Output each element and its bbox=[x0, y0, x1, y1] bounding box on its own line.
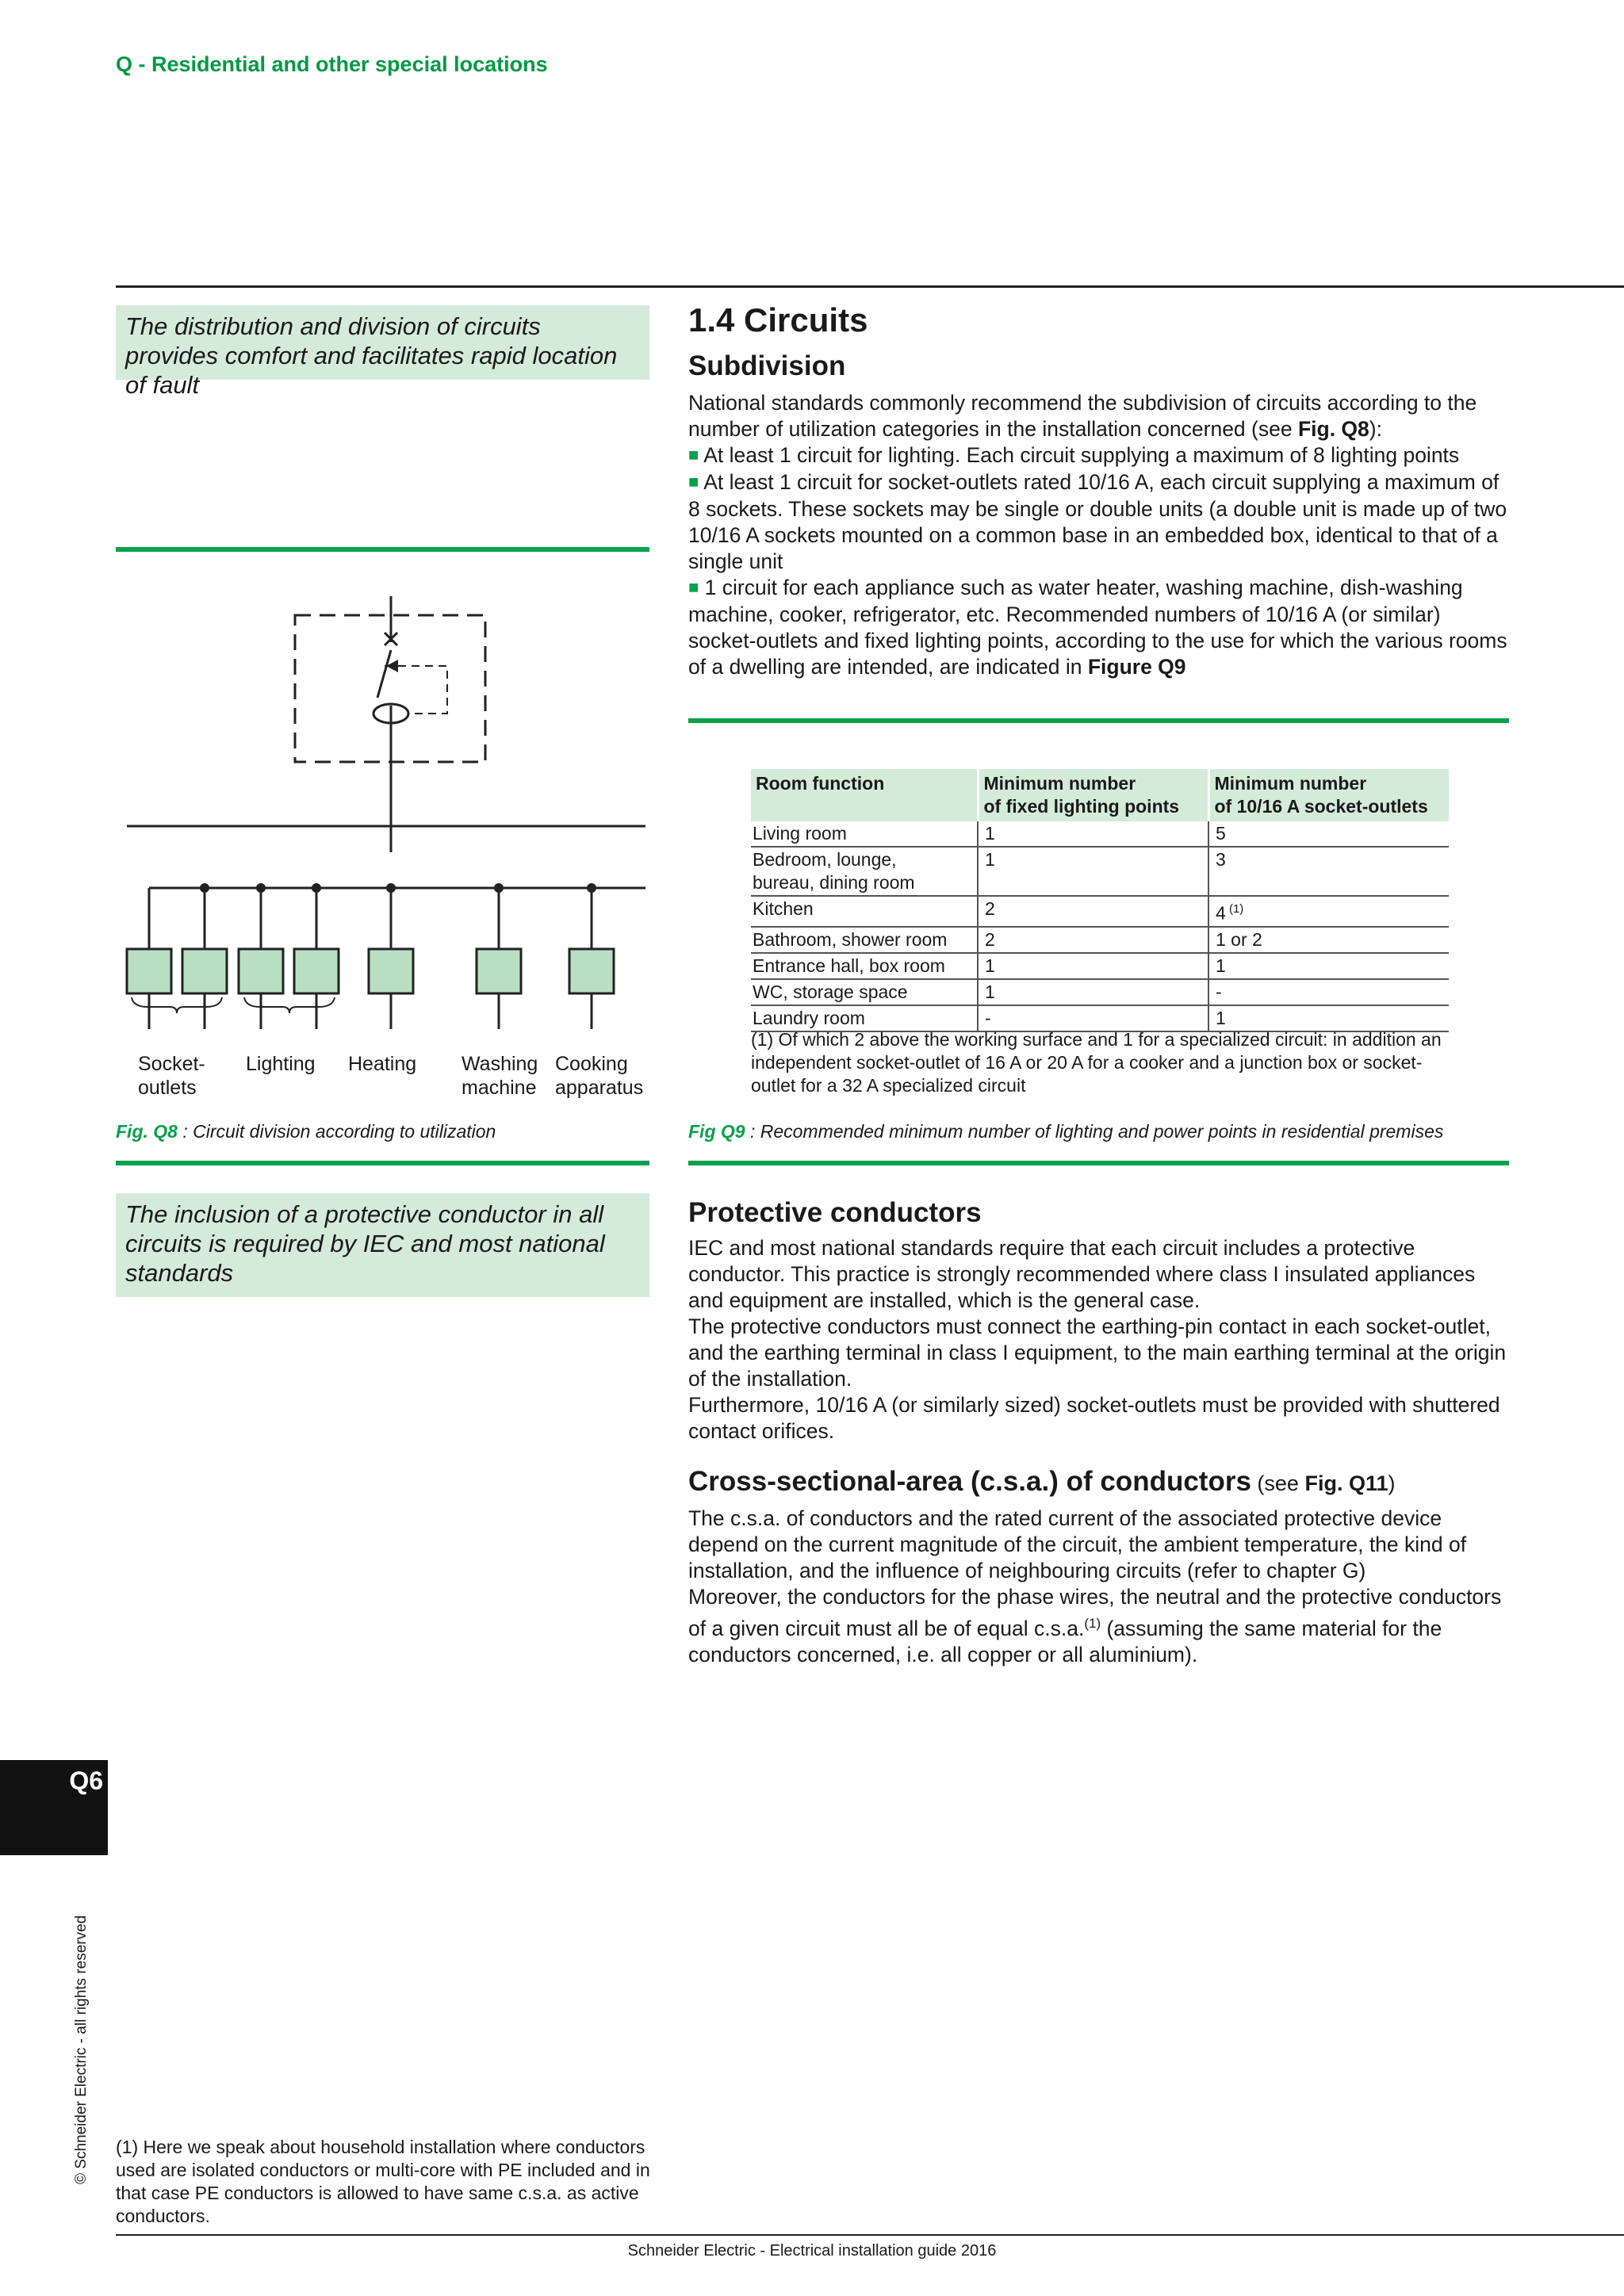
socket-count-cell: 1 bbox=[1208, 953, 1449, 979]
socket-brace bbox=[132, 997, 222, 1013]
table-row bbox=[751, 1005, 1449, 1031]
bullet-sockets: ■ At least 1 circuit for socket-outlets rated 10/16 A, each circuit supplying a maximum of 8 sockets. These sockets may be single or double units (a double unit is made up of two 10/16 A sockets mounted on a common base in an embedded box, identical to that of a single unit bbox=[688, 470, 1507, 573]
room-name-cell: WC, storage space bbox=[751, 979, 978, 1005]
lighting-count-cell: 1 bbox=[978, 953, 1208, 979]
table-row bbox=[751, 896, 1449, 927]
table-row bbox=[751, 847, 1449, 896]
heating-breaker bbox=[369, 949, 413, 993]
socket-count-cell: - bbox=[1208, 979, 1449, 1005]
fig-q9-reference[interactable]: Figure Q9 bbox=[1087, 655, 1186, 679]
lighting-count-cell: 1 bbox=[978, 847, 1208, 896]
washing-breaker bbox=[477, 949, 521, 993]
col-socket-outlets: Minimum number of 10/16 A socket-outlets bbox=[1208, 769, 1449, 821]
socket-count-cell: 1 bbox=[1208, 1005, 1449, 1031]
protective-heading: Protective conductors bbox=[688, 1197, 982, 1228]
socket-count-cell: 3 bbox=[1208, 847, 1449, 896]
green-divider bbox=[688, 718, 1509, 723]
table-footnote: (1) Of which 2 above the working surface and 1 for a specialized circuit: in addition an independent socket-outlet of 16 A or 20 A for a cooker and a junction box or socket-outlet for a 32 A specialized circuit bbox=[751, 1029, 1442, 1096]
protective-body: IEC and most national standards require that each circuit includes a protective conductor. This practice is strongly recommended where class I insulated appliances and equipment are installed, which is the general case. The protective conductors must connect the earthing-pin contact in each socket-outlet, and the earthing terminal in class I equipment, to the main earthing terminal at the origin of the installation. Furthermore, 10/16 A (or similarly sized) socket-outlets must be provided with shuttered contact orifices. bbox=[688, 1236, 1507, 1443]
lighting-breaker-2 bbox=[294, 949, 339, 993]
bottom-divider bbox=[116, 2234, 1624, 2236]
page-tab: Q6 bbox=[0, 1760, 108, 1855]
table-row bbox=[751, 821, 1449, 847]
copyright-notice: © Schneider Electric - all rights reserved bbox=[73, 1915, 90, 2184]
room-points-table bbox=[751, 769, 1449, 1032]
green-divider bbox=[116, 1161, 649, 1165]
kitchen-note-mark: (1) bbox=[1225, 902, 1244, 916]
cooking-breaker bbox=[569, 949, 614, 993]
room-name-cell: Entrance hall, box room bbox=[751, 953, 978, 979]
fig-q8-caption: Fig. Q8 : Circuit division according to utilization bbox=[116, 1121, 496, 1142]
socket-breaker-2 bbox=[182, 949, 227, 993]
section-title: 1.4 Circuits bbox=[688, 301, 868, 339]
bullet-lighting: ■ At least 1 circuit for lighting. Each circuit supplying a maximum of 8 lighting points bbox=[688, 443, 1460, 467]
room-name-cell: Living room bbox=[751, 821, 978, 847]
table-row bbox=[751, 927, 1449, 953]
lighting-count-cell: - bbox=[978, 1005, 1208, 1031]
fig-q11-reference[interactable]: Fig. Q11 bbox=[1304, 1471, 1388, 1495]
table-header-row bbox=[751, 769, 1449, 821]
subdivision-heading: Subdivision bbox=[688, 350, 846, 381]
bullet-square-icon: ■ bbox=[688, 577, 699, 597]
label-lighting: Lighting bbox=[246, 1053, 316, 1075]
page-footer: Schneider Electric - Electrical installation guide 2016 bbox=[627, 2242, 997, 2260]
bullet-square-icon: ■ bbox=[688, 445, 699, 465]
page-footnote: (1) Here we speak about household installation where conductors used are isolated conductors or multi-core with PE included and in that case PE conductors is allowed to have same c.s.a. as active conductors. bbox=[116, 2137, 650, 2226]
circuit-division-diagram bbox=[116, 587, 655, 1110]
green-divider bbox=[688, 1161, 1509, 1165]
top-divider bbox=[116, 285, 1624, 288]
lighting-count-cell: 2 bbox=[978, 927, 1208, 953]
sidebar-note-protective: The inclusion of a protective conductor in all circuits is required by IEC and most national standards bbox=[116, 1193, 649, 1297]
lighting-count-cell: 2 bbox=[978, 896, 1208, 927]
label-cooking-apparatus: Cooking apparatus bbox=[555, 1053, 644, 1099]
room-name-cell: Laundry room bbox=[751, 1005, 978, 1031]
socket-count-cell: 4 $^{(1)}$ bbox=[1208, 896, 1449, 927]
fig-q8-reference[interactable]: Fig. Q8 bbox=[1297, 417, 1369, 441]
col-lighting-points: Minimum number of fixed lighting points bbox=[978, 769, 1208, 821]
table-row bbox=[751, 979, 1449, 1005]
fig-q9-caption: Fig Q9 : Recommended minimum number of lighting and power points in residential premises bbox=[688, 1121, 1444, 1142]
socket-count-cell: 1 or 2 bbox=[1208, 927, 1449, 953]
csa-heading: Cross-sectional-area (c.s.a.) of conductors (see Fig. Q11) bbox=[688, 1466, 1396, 1497]
label-socket-outlets: Socket- outlets bbox=[138, 1053, 205, 1099]
subdivision-intro: National standards commonly recommend the subdivision of circuits according to the number of utilization categories in the installation concerned (see Fig. Q8): bbox=[688, 391, 1477, 441]
label-heating: Heating bbox=[348, 1053, 417, 1075]
socket-count-cell: 5 bbox=[1208, 821, 1449, 847]
label-washing-machine: Washing machine bbox=[462, 1053, 538, 1099]
lighting-count-cell: 1 bbox=[978, 979, 1208, 1005]
bullet-square-icon: ■ bbox=[688, 472, 699, 492]
col-room-function: Room function bbox=[751, 769, 978, 821]
socket-breaker-1 bbox=[127, 949, 171, 993]
room-name-cell: Bedroom, lounge, bureau, dining room bbox=[751, 847, 978, 896]
section-header: Q - Residential and other special locations bbox=[116, 52, 548, 76]
table-row bbox=[751, 953, 1449, 979]
lighting-count-cell: 1 bbox=[978, 821, 1208, 847]
room-name-cell: Kitchen bbox=[751, 896, 978, 927]
sidebar-note-circuits: The distribution and division of circuits provides comfort and facilitates rapid location of fault bbox=[116, 305, 649, 380]
room-name-cell: Bathroom, shower room bbox=[751, 927, 978, 953]
green-divider bbox=[116, 547, 649, 552]
subdivision-body bbox=[688, 390, 1509, 680]
csa-body: The c.s.a. of conductors and the rated current of the associated protective device depend on the current magnitude of the circuit, the ambient temperature, the kind of installation, and the influence of neighbouring circuits (refer to chapter G) Moreover, the conductors for the phase wires, the neutral and the protective conductors of a given circuit must all be of equal c.s.a.$^{(1)}$ (assuming the same material for the conductors concerned, i.e. all copper or all aluminium). bbox=[688, 1506, 1502, 1667]
lighting-brace bbox=[244, 997, 335, 1013]
bullet-appliances: ■ 1 circuit for each appliance such as water heater, washing machine, dish-washing machine, cooker, refrigerator, etc. Recommended numbers of 10/16 A (or similar) socket-outlets and fixed lighting points, according to the use for which the various rooms of a dwelling are intended, are indicated in Figure Q9 bbox=[688, 576, 1507, 679]
lighting-breaker-1 bbox=[239, 949, 283, 993]
